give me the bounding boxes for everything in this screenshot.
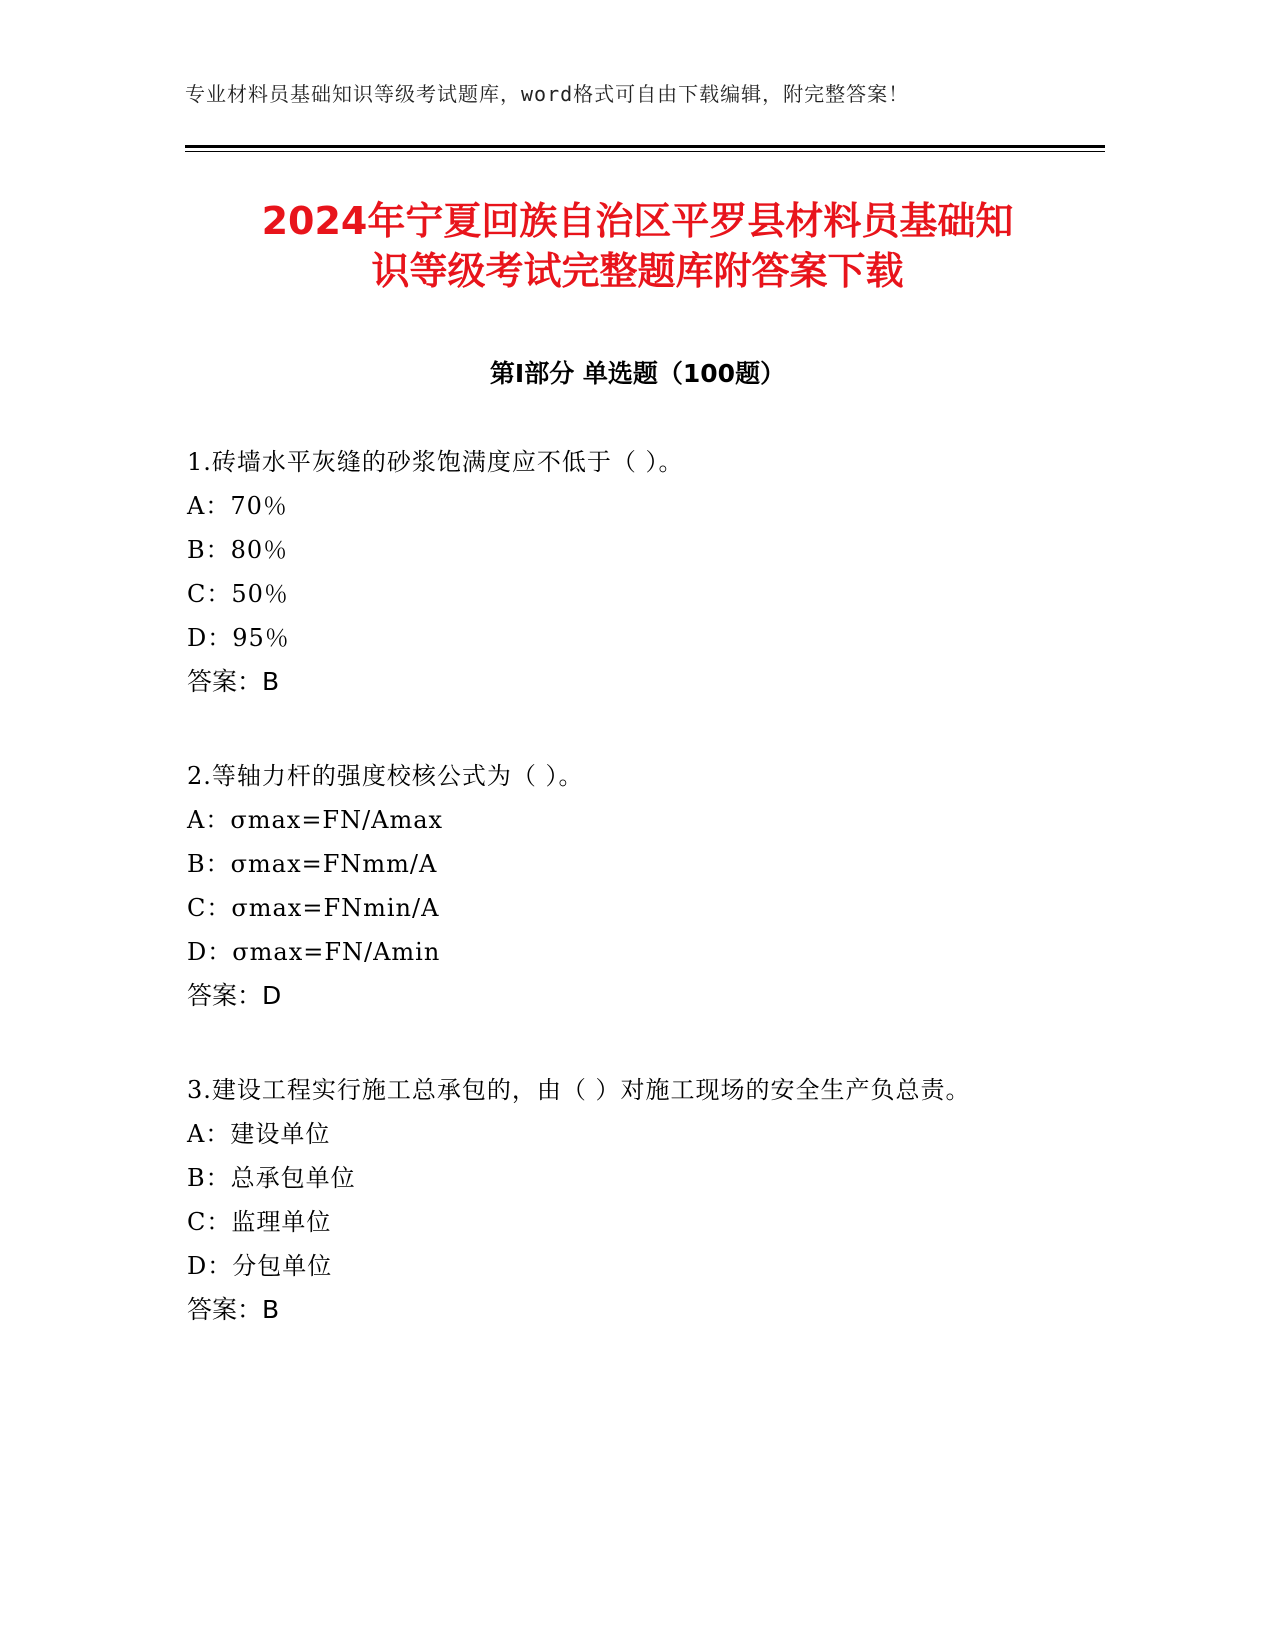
option-d: D：分包单位 xyxy=(187,1252,333,1280)
document-title-line-1: 2024年宁夏回族自治区平罗县材料员基础知 xyxy=(261,199,1014,243)
question-stem: 2.等轴力杆的强度校核公式为（ ）。 xyxy=(187,762,584,790)
option-c: C：σmax=FNmin/A xyxy=(187,894,440,922)
option-c: C：监理单位 xyxy=(187,1208,332,1236)
option-a: A：σmax=FN/Amax xyxy=(187,806,444,834)
question-stem: 1.砖墙水平灰缝的砂浆饱满度应不低于（ ）。 xyxy=(187,448,684,476)
header-note: 专业材料员基础知识等级考试题库，word格式可自由下载编辑，附完整答案！ xyxy=(185,82,910,106)
question-1 xyxy=(187,440,1087,704)
answer-line: 答案：B xyxy=(187,667,280,696)
document-title-line-2: 识等级考试完整题库附答案下载 xyxy=(371,249,904,293)
answer-line: 答案：D xyxy=(187,981,282,1010)
header-divider-thin xyxy=(185,151,1105,152)
option-d: D：95％ xyxy=(187,624,290,652)
option-b: B：总承包单位 xyxy=(187,1164,356,1192)
header-divider xyxy=(185,145,1105,148)
section-heading: 第Ⅰ部分 单选题（100题） xyxy=(489,359,786,388)
option-b: B：80％ xyxy=(187,536,289,564)
option-b: B：σmax=FNmm/A xyxy=(187,850,438,878)
question-list xyxy=(187,440,1087,1382)
question-3 xyxy=(187,1068,1087,1332)
option-a: A：70％ xyxy=(187,492,288,520)
option-c: C：50％ xyxy=(187,580,289,608)
question-2 xyxy=(187,754,1087,1018)
option-d: D：σmax=FN/Amin xyxy=(187,938,441,966)
document-title xyxy=(150,196,1125,296)
question-stem: 3.建设工程实行施工总承包的，由（ ）对施工现场的安全生产负总责。 xyxy=(187,1076,971,1104)
answer-line: 答案：B xyxy=(187,1295,280,1324)
option-a: A：建设单位 xyxy=(187,1120,331,1148)
